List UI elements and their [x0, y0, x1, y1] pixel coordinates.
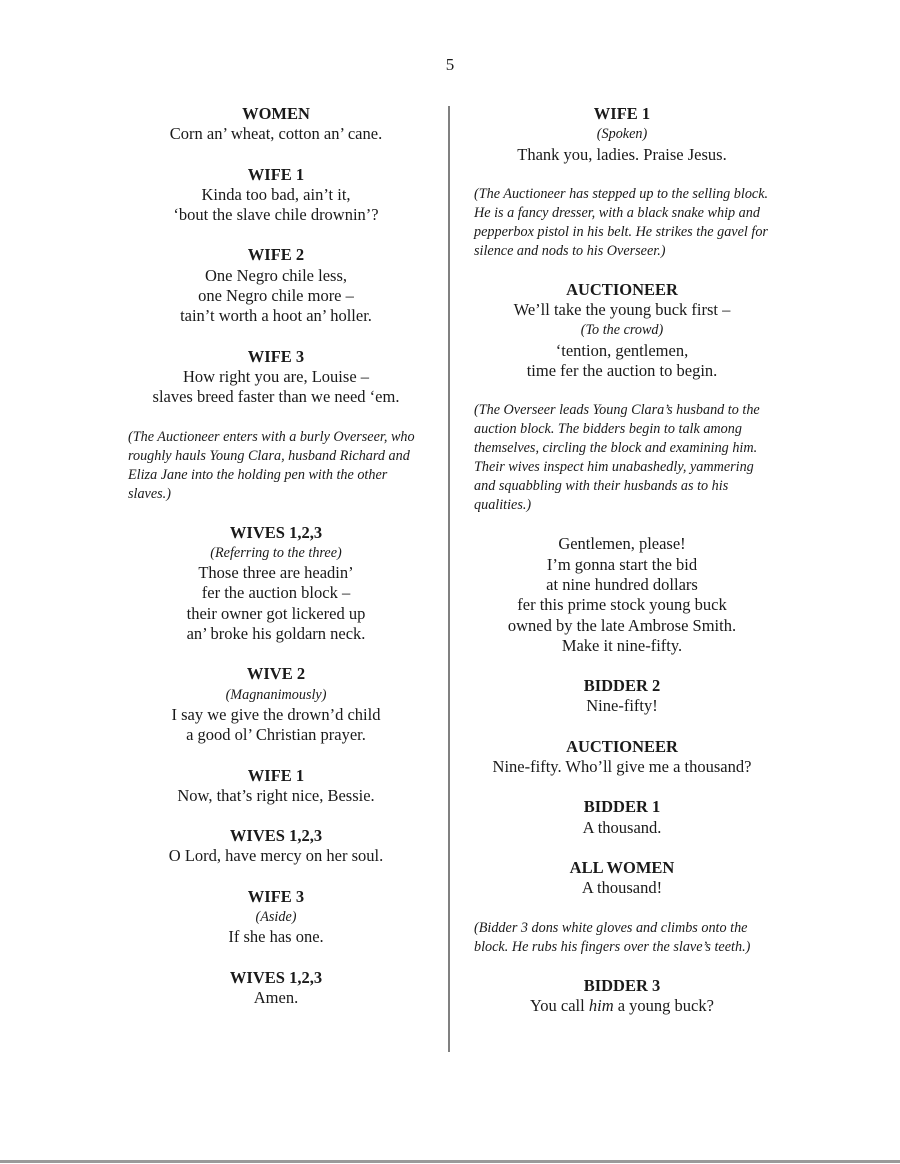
- dialogue-text: You call: [530, 995, 589, 1015]
- parenthetical: (Referring to the three): [210, 544, 342, 561]
- dialogue-line: Nine-fifty!: [586, 696, 658, 716]
- speech-block: [474, 280, 770, 381]
- parenthetical: (Spoken): [596, 126, 648, 143]
- speech-block: [128, 887, 424, 948]
- dialogue-line: ‘bout the slave chile drownin’?: [173, 205, 379, 225]
- speech-block: [474, 737, 770, 778]
- speech-block: [128, 523, 424, 645]
- speech-block: [128, 104, 424, 145]
- speech-block: [128, 347, 424, 408]
- speech-block: [128, 968, 424, 1009]
- speaker-name: WIFE 1: [247, 164, 305, 184]
- dialogue-line: Amen.: [253, 987, 299, 1007]
- dialogue-line: an’ broke his goldarn neck.: [186, 624, 366, 644]
- speaker-name: WIFE 2: [247, 245, 305, 265]
- speech-block: [474, 976, 770, 1017]
- speaker-name: WIVE 2: [246, 664, 306, 684]
- dialogue-line: slaves breed faster than we need ‘em.: [152, 387, 400, 407]
- dialogue-line: Thank you, ladies. Praise Jesus.: [517, 144, 727, 164]
- dialogue-line: a good ol’ Christian prayer.: [186, 725, 366, 745]
- speaker-name: BIDDER 2: [583, 676, 661, 696]
- dialogue-line: How right you are, Louise –: [182, 366, 370, 386]
- dialogue-line: [474, 996, 770, 1016]
- speech-block: [128, 664, 424, 745]
- speech-block: [474, 676, 770, 717]
- page-number: 5: [445, 55, 455, 74]
- dialogue-line: Make it nine-fifty.: [561, 635, 683, 655]
- dialogue-line: time fer the auction to begin.: [526, 361, 718, 381]
- speaker-name: BIDDER 3: [583, 975, 661, 995]
- dialogue-line: If she has one.: [228, 927, 324, 947]
- dialogue-line: at nine hundred dollars: [546, 574, 698, 594]
- dialogue-line: ‘tention, gentlemen,: [555, 340, 689, 360]
- stage-direction: (The Auctioneer has stepped up to the selling block. He is a fancy dresser, with a black snake whip and pepperbox pistol in his belt. He strikes the gavel for silence and nods to his Overseer.): [474, 185, 769, 259]
- dialogue-line: owned by the late Ambrose Smith.: [507, 615, 737, 635]
- speaker-name: WIVES 1,2,3: [229, 826, 323, 846]
- dialogue-line: Kinda too bad, ain’t it,: [201, 184, 351, 204]
- dialogue-line: Corn an’ wheat, cotton an’ cane.: [169, 124, 383, 144]
- speaker-name: WIFE 3: [247, 346, 305, 366]
- stage-direction: (The Overseer leads Young Clara’s husband to the auction block. The bidders begin to talk among themselves, circling the block and examining him. Their wives inspect him unabashedly, yammering and squabbling with their husbands as to his qualities.): [474, 402, 760, 514]
- dialogue-line: O Lord, have mercy on her soul.: [168, 846, 384, 866]
- column-divider: [448, 106, 450, 1052]
- dialogue-text: a young buck?: [613, 995, 714, 1015]
- speaker-name: ALL WOMEN: [569, 857, 675, 877]
- dialogue-line: fer this prime stock young buck: [517, 595, 727, 615]
- parenthetical: (To the crowd): [580, 322, 664, 339]
- dialogue-line: We’ll take the young buck first –: [513, 300, 731, 320]
- stage-direction: (The Auctioneer enters with a burly Overseer, who roughly hauls Young Clara, husband Richard and Eliza Jane into the holding pen with the other slaves.): [128, 428, 415, 502]
- parenthetical: (Magnanimously): [225, 686, 327, 703]
- speaker-name: WOMEN: [242, 104, 310, 123]
- dialogue-line: tain’t worth a hoot an’ holler.: [180, 306, 372, 326]
- speech-block: [128, 766, 424, 807]
- dialogue-line: their owner got lickered up: [186, 603, 366, 623]
- speech-block: [128, 165, 424, 226]
- speaker-name: AUCTIONEER: [566, 736, 678, 756]
- speaker-name: BIDDER 1: [583, 797, 661, 817]
- left-column: [128, 104, 424, 1028]
- bottom-rule: [0, 1160, 900, 1163]
- dialogue-line: fer the auction block –: [201, 583, 351, 603]
- dialogue-line: Gentlemen, please!: [558, 534, 686, 554]
- speaker-name: WIVES 1,2,3: [229, 967, 323, 987]
- dialogue-line: One Negro chile less,: [204, 265, 348, 285]
- stage-direction: (Bidder 3 dons white gloves and climbs onto the block. He rubs his fingers over the slave’s teeth.): [474, 919, 751, 955]
- dialogue-line: I’m gonna start the bid: [546, 554, 698, 574]
- dialogue-line: one Negro chile more –: [198, 286, 354, 306]
- dialogue-line: Now, that’s right nice, Bessie.: [177, 785, 375, 805]
- speech-block: [474, 858, 770, 899]
- dialogue-line: A thousand!: [581, 878, 663, 898]
- dialogue-line: A thousand.: [582, 817, 662, 837]
- parenthetical: (Aside): [255, 909, 297, 926]
- speaker-name: WIFE 3: [247, 886, 305, 906]
- speech-block: [474, 534, 770, 656]
- speech-block: [128, 245, 424, 326]
- speaker-name: WIVES 1,2,3: [229, 522, 323, 542]
- dialogue-line: Those three are headin’: [198, 563, 354, 583]
- speech-block: [128, 826, 424, 867]
- speech-block: [474, 104, 770, 165]
- speaker-name: AUCTIONEER: [566, 279, 678, 299]
- speaker-name: WIFE 1: [593, 104, 651, 123]
- emphasis-word: him: [588, 995, 614, 1015]
- dialogue-line: Nine-fifty. Who’ll give me a thousand?: [492, 757, 752, 777]
- right-column: [474, 104, 770, 1036]
- dialogue-line: I say we give the drown’d child: [171, 704, 381, 724]
- speech-block: [474, 797, 770, 838]
- speaker-name: WIFE 1: [247, 765, 305, 785]
